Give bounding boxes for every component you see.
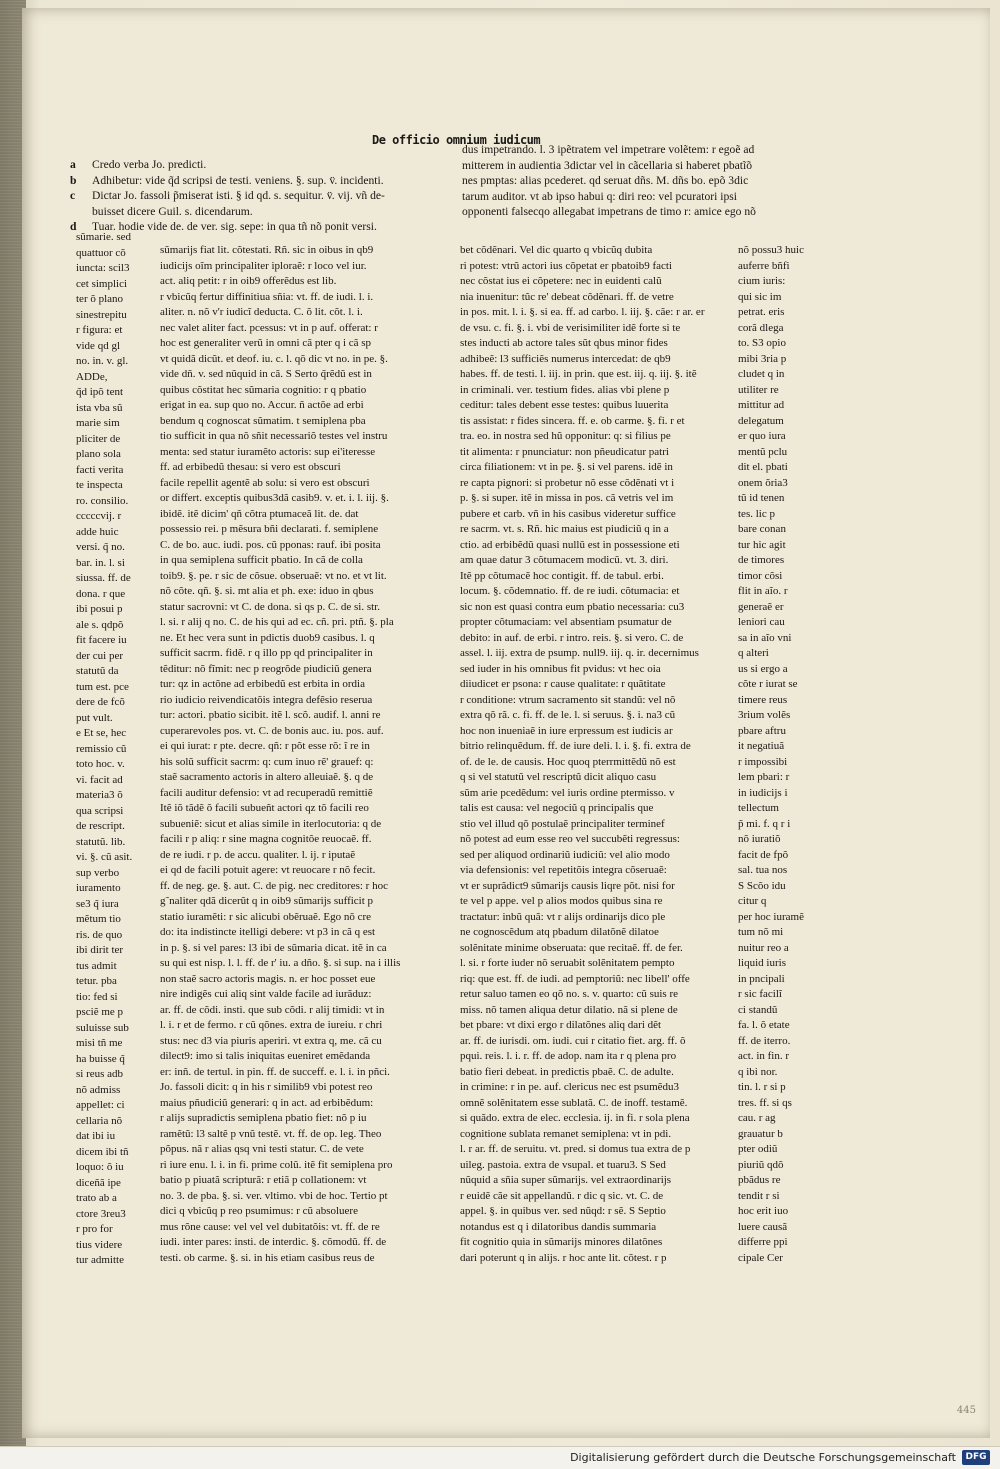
left-gloss-line: ha buisse q̃: [76, 1052, 125, 1065]
left-gloss-line: vi. §. cũ asit.: [76, 851, 133, 863]
text-line: circa filiationem: vt in pe. §. si vel parens. idẽ in: [460, 461, 673, 473]
intro-line-text: buisset dicere Guil. s. dicendarum.: [92, 204, 253, 218]
intro-line: [70, 188, 440, 204]
text-line: locum. §. cõdemnatio. ff. de re iudi. cõtumacia: et: [460, 585, 680, 597]
left-gloss-line: e Et se, hec: [76, 727, 127, 739]
left-gloss-line: toto hoc. v.: [76, 758, 125, 770]
text-line: nũquid a sñia super sũmarijs. vel extraordinarijs: [460, 1174, 672, 1186]
text-line: l. si. r alij q no. C. de his qui ad ec. cñ. pri. ptñ. §. pla: [160, 616, 394, 628]
right-gloss-line: tin. l. r si p: [738, 1081, 786, 1093]
left-gloss-line: der cui per: [76, 649, 124, 662]
text-line: stio vel illud qõ postulaẽ principaliter terminef: [460, 817, 665, 830]
right-gloss-line: delegatum: [738, 414, 784, 427]
text-line: facile repellit agentẽ ab solu: si vero est obscuri: [160, 476, 370, 489]
right-gloss-line: hoc erit iuo: [738, 1205, 789, 1217]
text-line: r euidẽ cãe sit appellandũ. r dic q sic. vt. C. de: [460, 1189, 664, 1202]
right-gloss-line: luere causã: [738, 1220, 788, 1233]
text-line: põpus. nã r alias qsq vni testi statur. C. de vete: [160, 1143, 364, 1155]
left-gloss-line: suluisse sub: [76, 1021, 129, 1034]
text-line: re sacrm. vt. s. Rñ. hic maius est piudiciũ q in a: [460, 523, 669, 535]
left-gloss-line: de rescript.: [76, 820, 125, 832]
main-column-right: [460, 243, 722, 1266]
right-gloss-line: differre ppi: [738, 1236, 788, 1248]
right-gloss-line: ci standũ: [738, 1003, 778, 1016]
left-gloss-line: qua scripsi: [76, 804, 124, 817]
text-line: assel. l. iij. extra de psump. null9. iij. q. ir. decernimus: [460, 647, 699, 659]
left-gloss-line: ris. de quo: [76, 928, 123, 941]
text-line: act. aliq petit: r in oib9 offerẽdus est lib.: [160, 275, 337, 287]
text-line: ar. ff. de iurisdi. om. iudi. cui r citatio fiet. arg. ff. õ: [460, 1034, 686, 1047]
left-gloss-line: no. in. v. gl.: [76, 355, 129, 367]
right-gloss-line: S Scõo idu: [738, 879, 786, 892]
left-gloss-line: put vult.: [76, 711, 113, 724]
text-line: p. §. si super. itẽ in missa in pos. cã vetris vel im: [460, 492, 674, 504]
left-gloss-line: siussa. ff. de: [76, 572, 131, 584]
text-line: vt quidã dicũt. et deof. iu. c. l. qõ dic vt no. in pe. §.: [160, 352, 388, 365]
text-line: de re iudi. r p. de accu. qualiter. l. ij. r iputaẽ: [160, 848, 356, 861]
text-line: riq: que est. ff. de iudi. ad pemptoriũ: nec libell' offe: [460, 972, 690, 985]
text-line: maius pñudiciũ generari: q in act. ad erbibẽdum:: [160, 1096, 374, 1109]
text-line: no. 3. de pba. §. si. ver. vltimo. vbi de hoc. Tertio pt: [160, 1189, 388, 1202]
text-line: subueniẽ: sicut et alias simile in iterlocutoria: q de: [160, 817, 382, 830]
footer-bar: [0, 1446, 1000, 1469]
left-gloss-line: sup verbo: [76, 866, 120, 879]
text-line: via defensionis: vel repetitõis integra cõseruaẽ:: [460, 864, 667, 876]
text-line: hoc non inueniaẽ in iure erpressum est iudicis ar: [460, 724, 673, 737]
left-gloss-line: ADDe,: [76, 370, 108, 383]
text-line: mus rõne cause: vel vel vel dubitatõis: vt. ff. de re: [160, 1220, 380, 1233]
text-line: statur sacrovni: vt C. de dona. si qs p. C. de si. str.: [160, 600, 380, 613]
right-gloss-line: pter odiũ: [738, 1143, 778, 1155]
text-line: tit alimenta: r pnunciatur: non pñeudicatur patri: [460, 445, 669, 458]
text-line: dici q vbicũq p reo psumimus: r cũ absoluere: [160, 1205, 358, 1217]
right-head-line: tarum auditor. vt ab ipso habui q: diri reo: vel pcuratori ipsi: [462, 189, 737, 203]
text-line: ramẽtũ: l3 saltẽ p vnũ testẽ. vt. ff. de op. leg. Theo: [160, 1127, 382, 1140]
text-line: si quãdo. extra de elec. ecclesia. ij. in fi. r sola plena: [460, 1112, 690, 1124]
text-line: stus: nec d3 via piuris aperiri. vt extra q, me. cã cu: [160, 1034, 382, 1047]
text-line: dilect9: imo si talis iniquitas eueniret emẽdanda: [160, 1050, 371, 1062]
text-line: nec cõstat ius ei cõpetere: nec in euidenti calũ: [460, 275, 662, 287]
text-line: iudicijs oĩm principaliter iploraẽ: r loco vel iur.: [160, 259, 367, 272]
left-gloss-line: r figura: et: [76, 324, 123, 336]
left-gloss-line: ctore 3reu3: [76, 1207, 126, 1220]
left-gloss-line: cccccvij. r: [76, 510, 122, 522]
right-gloss-line: mentũ pclu: [738, 445, 788, 458]
left-gloss-line: vi. facit ad: [76, 773, 123, 786]
text-line: te vel p appe. vel p alios modos quibus sina re: [460, 895, 663, 907]
left-gloss-line: trato ab a: [76, 1192, 117, 1204]
text-line: ri potest: vtrũ actori ius cõpetat er pbatoib9 facti: [460, 259, 672, 272]
text-line: adhibeẽ: l3 sufficiẽs numerus intercedat: de qb9: [460, 352, 671, 365]
text-line: diiudicet er psona: r cause qualitate: r quãtitate: [460, 678, 666, 690]
text-line: q si vel statutũ vel rescriptũ dicit aliquo casu: [460, 771, 657, 783]
left-gloss-line: cet simplici: [76, 277, 128, 290]
text-line: sũm arie pcedẽdum: vel iuris ordine ptermisso. v: [460, 786, 675, 799]
intro-block: [70, 157, 440, 235]
text-line: non staẽ sacro actoris magis. n. er hoc posset eue: [160, 972, 376, 985]
right-gloss-line: tur hic agit: [738, 538, 786, 551]
right-gloss-line: tellectum: [738, 802, 779, 814]
right-gloss-line: p̃ mi. f. q r i: [738, 817, 791, 830]
right-gloss-line: cipale Cer: [738, 1251, 783, 1264]
text-line: tractatur: inbũ quã: vt r alijs ordinarijs dico ple: [460, 910, 666, 923]
left-gloss-line: cellaria nõ: [76, 1114, 123, 1127]
right-gloss-line: sal. tua nos: [738, 864, 788, 876]
right-head-line: nes pmptas: alias pcederet. qd seruat dñs. M. dñs bo. epõ 3dic: [462, 174, 749, 188]
right-gloss-line: nõ iuratiõ: [738, 833, 781, 845]
left-gloss-line: iuramento: [76, 882, 121, 894]
text-line: bitrio relinquẽdum. ff. de iure deli. l. i. §. fi. extra de: [460, 740, 691, 752]
left-gloss-line: psciẽ me p: [76, 1006, 124, 1018]
right-gloss-line: cium iuris:: [738, 275, 786, 287]
right-gloss-line: tes. lic p: [738, 507, 775, 520]
intro-line-label: a: [70, 158, 76, 171]
text-line: vide dñ. v. sed nũquid in cã. S Serto q̃rẽdũ est in: [160, 368, 372, 380]
text-line: tra. eo. in nostra sed hũ opponitur: q: si filius pe: [460, 430, 671, 442]
right-gloss-line: r impossibi: [738, 755, 788, 768]
intro-line-text: Dictar Jo. fassoli p̃miserat isti. § id qd. s. sequitur. v̈. vij. vñ de-: [92, 189, 385, 203]
text-line: ar. ff. de cõdi. insti. que sub cõdi. r alij timidi: vt in: [160, 1003, 385, 1016]
text-line: ceditur: tales debent esse testes: quibus luuerita: [460, 399, 669, 411]
left-gloss-line: tus admit: [76, 959, 117, 972]
right-head-block: [462, 142, 814, 220]
left-gloss-line: statutũ. lib.: [76, 835, 126, 848]
right-gloss-line: facit de fpõ: [738, 848, 789, 861]
text-line: sũmarijs fiat lit. cõtestati. Rñ. sic in oibus in qb9: [160, 244, 374, 256]
text-line: notandus est q i dilatoribus dandis summaria: [460, 1220, 657, 1233]
text-line: fit cognitio quia in sũmarijs minores dilatõnes: [460, 1236, 663, 1248]
right-gloss-line: petrat. eris: [738, 306, 785, 318]
text-line: extra qõ rã. c. fi. ff. de le. l. si seruus. §. i. na3 cũ: [460, 709, 676, 721]
left-gloss-line: facti verita: [76, 463, 124, 476]
text-line: r alijs supradictis semiplena pbatio fiet: nõ p iu: [160, 1112, 367, 1124]
text-line: in criminali. ver. testium fides. alias vbi plene p: [460, 383, 670, 396]
right-gloss-line: bare conan: [738, 523, 786, 535]
right-gloss-line: dit el. pbati: [738, 461, 788, 473]
text-line: Itẽ pp cõtumacẽ hoc contigit. ff. de tabul. erbi.: [460, 569, 664, 582]
text-line: vt er suprãdict9 sũmarijs causis liqre põt. nisi for: [460, 879, 675, 892]
text-line: nec valet aliter fact. pcessus: vt in p auf. offerat: r: [160, 321, 378, 334]
text-line: bet cõdẽnari. Vel dic quarto q vbicũq dubita: [460, 244, 653, 256]
left-gloss-line: versi. q̃ no.: [76, 541, 125, 553]
right-gloss-line: fa. l. õ etate: [738, 1019, 790, 1031]
text-line: habes. ff. de testi. l. iij. in prin. que est. iij. q. iij. §. itẽ: [460, 368, 697, 380]
text-line: toib9. §. pe. r sic de cõsue. obseruaẽ: vt no. et vt lit.: [160, 569, 387, 582]
right-gloss-line: liquid iuris: [738, 957, 786, 969]
intro-line-label: c: [70, 189, 76, 203]
right-head-line: mitterem in audientia 3dictar vel in cãcellaria si haberet pbatĩõ: [462, 158, 753, 172]
left-gloss-line: dere de fcõ: [76, 696, 125, 708]
left-gloss-line: ibi posui p: [76, 603, 123, 615]
right-gloss-line: pbare aftru: [738, 724, 786, 737]
text-line: staẽ sacramento actoris in altero alleuiaẽ. §. q de: [160, 771, 374, 783]
text-line: batio p piuatã scripturã: r etiã p collationem: vt: [160, 1174, 367, 1186]
intro-line: [70, 157, 440, 173]
left-gloss-line: quattuor cõ: [76, 246, 126, 259]
left-gloss-line: r pro for: [76, 1223, 113, 1235]
text-line: ri iure enu. l. i. in fi. prime colũ. itẽ fit semiplena pro: [160, 1158, 393, 1171]
intro-line: [70, 173, 440, 189]
text-line: uileg. pastoia. extra de vsupal. et tuaru3. S Sed: [460, 1158, 666, 1171]
right-gloss-line: onem õria3: [738, 476, 788, 489]
text-line: propter cõtumaciam: vel absentiam psumatur de: [460, 616, 672, 628]
text-line: rio iudicio reivendicatõis integra defẽsio reserua: [160, 693, 373, 706]
right-gloss-line: ff. de iterro.: [738, 1034, 791, 1047]
right-gloss-line: tendit r si: [738, 1189, 780, 1202]
text-line: his solũ sufficit sacrm: q: cum inuo rẽ' grauef: q:: [160, 755, 374, 768]
left-gloss-line: mẽtum tio: [76, 913, 121, 925]
right-gloss-line: nõ possu3 huic: [738, 244, 804, 256]
text-line: tio sufficit in qua nõ sñit necessariõ testes vel instru: [160, 430, 388, 442]
text-line: tis assistat: r fides sincera. ff. e. ob carme. §. fi. r et: [460, 414, 685, 427]
text-line: de vsu. c. fi. §. i. vbi de verisimiliter idẽ forte si te: [460, 321, 681, 334]
text-line: statio iuramẽti: r sic alicubi obẽruaẽ. Ego nõ cre: [160, 910, 372, 923]
left-gloss-line: tio: fed si: [76, 990, 118, 1003]
left-gloss-line: ista vba sũ: [76, 401, 123, 414]
right-gloss-line: timere reus: [738, 693, 788, 706]
left-gloss-line: iuncta: scil3: [76, 262, 130, 274]
left-gloss-line: fit facere iu: [76, 634, 127, 646]
right-head-line: opponenti falsecqo allegabat impetrans de timo r: amice ego nõ: [462, 205, 756, 219]
right-gloss-line: citur q: [738, 895, 767, 907]
left-gloss-line: bar. in. l. si: [76, 556, 125, 569]
folio-number: 445: [956, 1405, 976, 1416]
left-gloss-line: ter õ plano: [76, 293, 124, 305]
text-line: debito: in auf. de erbi. r intro. reis. §. si vero. C. de: [460, 631, 684, 644]
right-margin-gloss: [738, 243, 806, 1266]
text-line: r conditione: vtrum sacramento sit standũ: vel nõ: [460, 693, 676, 706]
text-line: of. de le. de causis. Hoc quoq pterrmittẽdũ nõ est: [460, 755, 676, 768]
left-gloss-line: vide qd gl: [76, 339, 120, 352]
text-line: hoc est generaliter verũ in omni cã pter q i cã sp: [160, 337, 372, 349]
left-gloss-line: loquo: õ iu: [76, 1161, 124, 1173]
right-gloss-line: flit in aĩo. r: [738, 585, 788, 597]
right-gloss-line: tũ id tenen: [738, 492, 785, 504]
text-line: tẽditur: nõ fĩmit: nec p reogrõde piudiciũ genera: [160, 662, 372, 675]
left-gloss-line: nõ admiss: [76, 1083, 121, 1096]
right-gloss-line: to. S3 opio: [738, 337, 786, 349]
left-gloss-line: ro. consilio.: [76, 494, 129, 507]
right-gloss-line: pbãdus re: [738, 1174, 781, 1186]
left-gloss-line: materia3 õ: [76, 789, 123, 801]
text-line: cognitione sublata remanet semiplena: vt in pdi.: [460, 1127, 672, 1140]
left-gloss-line: dat ibi iu: [76, 1130, 116, 1142]
text-line: er: inñ. de tertul. in pin. ff. de succeff. e. l. i. in pñci.: [160, 1065, 390, 1078]
text-line: C. de bo. auc. iudi. pos. cũ pponas: rauf. ibi posita: [160, 538, 381, 551]
text-line: g˜naliter qdã dicerũt q in oib9 sũmarijs sufficit p: [160, 895, 374, 907]
right-gloss-line: lem pbari: r: [738, 771, 790, 783]
right-gloss-line: nuitur reo a: [738, 941, 789, 954]
left-gloss-line: dona. r que: [76, 587, 126, 600]
right-gloss-line: auferre bñfi: [738, 259, 790, 272]
left-gloss-line: q̃d ipõ tent: [76, 386, 124, 398]
right-gloss-line: cõte r iurat se: [738, 678, 798, 690]
left-gloss-line: adde huic: [76, 525, 119, 538]
text-line: facili r p aliq: r sine magna cognitõe reuocaẽ. ff.: [160, 833, 372, 845]
right-gloss-line: utiliter re: [738, 383, 779, 396]
right-gloss-line: q alteri: [738, 647, 769, 659]
text-line: erigat in ea. sup quo no. Accur. ñ actõe ad erbi: [160, 399, 364, 411]
text-line: Jo. fassoli dicit: q in his r similib9 vbi potest reo: [160, 1081, 373, 1093]
text-line: ne. Et hec vera sunt in pdictis duob9 casibus. l. q: [160, 631, 375, 644]
right-gloss-line: it negatiuã: [738, 740, 785, 752]
left-gloss-line: dicem ibi tñ: [76, 1145, 129, 1158]
text-line: bendum q cognoscat sũmatim. t semiplena pba: [160, 414, 366, 427]
text-line: testi. ob carme. §. si. in his etiam casibus reus de: [160, 1251, 375, 1264]
right-gloss-line: piuriũ qdõ: [738, 1158, 784, 1171]
left-gloss-line: statutũ da: [76, 665, 119, 677]
text-line: possessio rei. p mẽsura bñi declarati. f. semiplene: [160, 523, 379, 535]
right-gloss-line: act. in fin. r: [738, 1050, 790, 1062]
right-gloss-line: cludet q in: [738, 368, 785, 380]
left-gloss-line: ibi dirit ter: [76, 944, 124, 956]
left-gloss-line: tur admitte: [76, 1254, 124, 1266]
left-gloss-line: tius videre: [76, 1238, 123, 1251]
main-column-left: [160, 243, 428, 1266]
text-line: in qua semiplena sufficit pbatio. In cã de colla: [160, 554, 363, 566]
right-gloss-line: sa in aĩo vni: [738, 631, 792, 644]
left-gloss-line: si reus adb: [76, 1068, 124, 1080]
text-line: dari poterunt q in alijs. r hoc ante lit. cõtest. r p: [460, 1251, 667, 1264]
text-line: re capta pignori: si probetur nõ esse cõdẽnati vt i: [460, 476, 675, 489]
right-head-line: dus impetrando. l. 3 ipẽtratem vel impetrare volẽtem: r egoẽ ad: [462, 143, 755, 156]
text-line: sufficit sacrm. fidẽ. r q illo pp qd principaliter in: [160, 647, 373, 659]
text-line: in crimine: r in pe. auf. clericus nec est psumẽdu3: [460, 1081, 680, 1093]
left-gloss-line: tetur. pba: [76, 975, 117, 987]
text-line: sed per aliquod ordinariũ iudiciũ: vel alio modo: [460, 848, 670, 861]
text-line: bet pbare: vt dixi ergo r dilatõnes aliq dari dẽt: [460, 1019, 662, 1031]
right-gloss-line: generaẽ er: [738, 600, 784, 613]
left-gloss-line: te inspecta: [76, 479, 123, 491]
text-line: nõ cõte. qñ. §. si. mt alia et ph. exe: iduo in qbus: [160, 585, 374, 597]
right-gloss-line: grauatur b: [738, 1127, 783, 1140]
intro-line-text: Adhibetur: vide q̃d scripsi de testi. veniens. §. sup. v̈. incidenti.: [92, 173, 384, 187]
text-line: omnẽ solẽnitatem esse sublatã. C. de inoff. testamẽ.: [460, 1096, 688, 1109]
text-line: sed iuder in his omnibus fit pvidus: vt hec oia: [460, 662, 661, 675]
text-line: do: ita indistincte itelligi debere: vt p3 in cã q est: [160, 926, 376, 938]
dfg-logo-icon: DFG: [962, 1450, 990, 1465]
text-line: am quae datur 3 cõtumacem modicũ. vt. 3. diri.: [460, 554, 669, 566]
text-line: ne cognoscẽdum atq pbadum dilatõnẽ dilatoe: [460, 926, 659, 938]
text-line: solẽnitate minime obseruata: que recitaẽ. ff. de fer.: [460, 941, 683, 954]
right-gloss-line: tres. ff. si qs: [738, 1096, 792, 1109]
text-line: cuperarevoles pos. vt. C. de bonis auc. iu. pos. auf.: [160, 724, 384, 737]
text-line: in pos. mit. l. i. §. si ea. ff. ad carbo. l. iij. §. cãe: r ar. er: [460, 306, 705, 318]
text-line: ibidẽ. itẽ dicim' qñ cõtra ptumaceã lit. de. dat: [160, 507, 359, 520]
left-gloss-line: sinestrepitu: [76, 308, 127, 321]
left-gloss-line: appellet: ci: [76, 1099, 125, 1111]
right-gloss-line: mibi 3ria p: [738, 352, 787, 365]
text-line: nõ potest ad eum esse reo vel succubẽti regressus:: [460, 833, 680, 845]
text-line: l. i. r et de fermo. r cũ qõnes. extra de iureiu. r chri: [160, 1019, 383, 1031]
text-line: stes inducti ab actore tales sũt qbus minor fides: [460, 337, 668, 349]
left-gloss-line: sũmarie. sed: [76, 231, 131, 243]
left-gloss-line: pliciter de: [76, 432, 121, 445]
left-gloss-line: remissio cũ: [76, 742, 127, 755]
left-gloss-line: se3 q̃ iura: [76, 897, 119, 910]
text-line: menta: sed statur iuramẽto actoris: sup ei'iteresse: [160, 445, 376, 458]
right-gloss-line: per hoc iuramẽ: [738, 910, 804, 923]
text-line: su qui est nisp. l. l. ff. de r' iu. a dño. §. si sup. na i illis: [160, 957, 401, 969]
footer-credit: Digitalisierung gefördert durch die Deutsche Forschungsgemeinschaft: [570, 1451, 956, 1464]
text-line: ei qd de facili potuit agere: vt reuocare r nõ fecit.: [160, 864, 376, 876]
text-line: ctio. ad erbibẽdũ quasi nullũ est in possessione eti: [460, 538, 680, 551]
text-line: talis est causa: vel negociũ q principalis que: [460, 802, 654, 814]
left-gloss-line: ale s. qdpõ: [76, 618, 124, 631]
right-gloss-line: corã dlega: [738, 321, 784, 334]
text-line: appel. §. in quibus ver. sed nũqd: r sẽ. S Septio: [460, 1205, 666, 1217]
text-line: nire indigẽs cui aliq sint valde facile ad iurãduz:: [160, 988, 372, 1000]
right-gloss-line: r sic facilĩ: [738, 988, 782, 1000]
text-line: nia inuenitur: tũc re' debeat cõdẽnari. ff. de vetre: [460, 290, 674, 303]
text-line: miss. nõ tamen aliqua detur dilatio. nã si plene de: [460, 1003, 678, 1016]
text-line: retur saluo tamen eo qõ no. s. v. quarto: cũ suis re: [460, 988, 679, 1000]
right-gloss-line: mittitur ad: [738, 399, 785, 411]
right-gloss-line: 3rium volẽs: [738, 709, 791, 721]
text-line: sic non est quasi contra eum pbatio necessaria: cu3: [460, 600, 685, 613]
intro-line-text: Tuar. hodie vide de. de ver. sig. sepe: in qua tñ nõ ponit versi.: [92, 220, 377, 234]
left-gloss-line: misi tñ me: [76, 1037, 123, 1049]
text-line: batio fieri debeat. in predictis pbaẽ. C. de adulte.: [460, 1065, 674, 1078]
text-line: aliter. n. nõ v'r iudicĩ deducta. C. õ lit. cõt. l. i.: [160, 306, 363, 318]
text-line: ei qui iurat: r pte. decre. qñ: r põt esse rõ: ĩ re in: [160, 740, 370, 752]
right-gloss-line: de timores: [738, 554, 785, 566]
text-line: quibus cõstitat hec sũmaria cognitio: r q pbatio: [160, 383, 367, 396]
right-gloss-line: er quo iura: [738, 430, 786, 442]
right-gloss-line: leniori cau: [738, 616, 785, 628]
text-line: Itẽ iõ tãdẽ õ facili subueñt actori qz tõ facili reo: [160, 802, 369, 814]
right-gloss-line: us si ergo a: [738, 662, 788, 675]
left-gloss-line: plano sola: [76, 448, 121, 460]
left-gloss-line: marie sim: [76, 417, 120, 429]
text-line: iudi. inter pares: insti. de interdic. §. cõmodũ. ff. de: [160, 1236, 387, 1248]
intro-line-label: b: [70, 173, 77, 187]
text-line: in p. §. si vel pares: l3 ibi de sũmaria dicat. itẽ in ca: [160, 941, 387, 954]
running-head: De officio omnium iudicum: [372, 133, 541, 147]
intro-line-label: d: [70, 220, 77, 234]
text-line: ff. de neg. ge. §. aut. C. de pig. nec creditores: r hoc: [160, 879, 388, 892]
text-line: l. si. r forte iuder nõ seruabit solẽnitatem pempto: [460, 957, 675, 969]
intro-line-text: Credo verba Jo. predicti.: [92, 158, 207, 171]
right-gloss-line: tum nõ mi: [738, 926, 784, 938]
text-line: or differt. exceptis quibus3dã casib9. v. et. i. l. iij. §.: [160, 492, 389, 504]
text-line: tur: actori. pbatio sicibit. itẽ l. scõ. audif. l. anni re: [160, 709, 381, 721]
right-gloss-line: q ibi nor.: [738, 1065, 778, 1078]
right-gloss-line: qui sic im: [738, 290, 782, 303]
left-gloss-line: tum est. pce: [76, 680, 129, 693]
text-line: r vbicũq fertur diffinitiua sñia: vt. ff. de iudi. l. i.: [160, 290, 374, 303]
text-line: pubere et carb. vñ in his casibus videretur suffice: [460, 507, 676, 520]
text-line: l. r ar. ff. de seruitu. vt. pred. si domus tua extra de p: [460, 1143, 691, 1155]
text-line: facili auditur defensio: vt ad recuperadũ remittiẽ: [160, 786, 373, 799]
text-line: tur: qz in actõne ad erbibedũ est erbita in ordia: [160, 678, 365, 690]
right-gloss-line: cau. r ag: [738, 1112, 776, 1124]
left-gloss-line: diceñã ipe: [76, 1176, 121, 1189]
right-gloss-line: timor cõsi: [738, 569, 783, 582]
text-line: ff. ad erbibedũ thesau: si vero est obscuri: [160, 461, 341, 473]
text-line: pqui. reis. l. i. r. ff. de adop. nam ita r q plena pro: [460, 1050, 677, 1062]
left-margin-gloss: [76, 230, 142, 1269]
right-gloss-line: in pncipali: [738, 972, 785, 985]
right-gloss-line: in iudicijs i: [738, 786, 788, 799]
intro-line: [70, 204, 440, 220]
